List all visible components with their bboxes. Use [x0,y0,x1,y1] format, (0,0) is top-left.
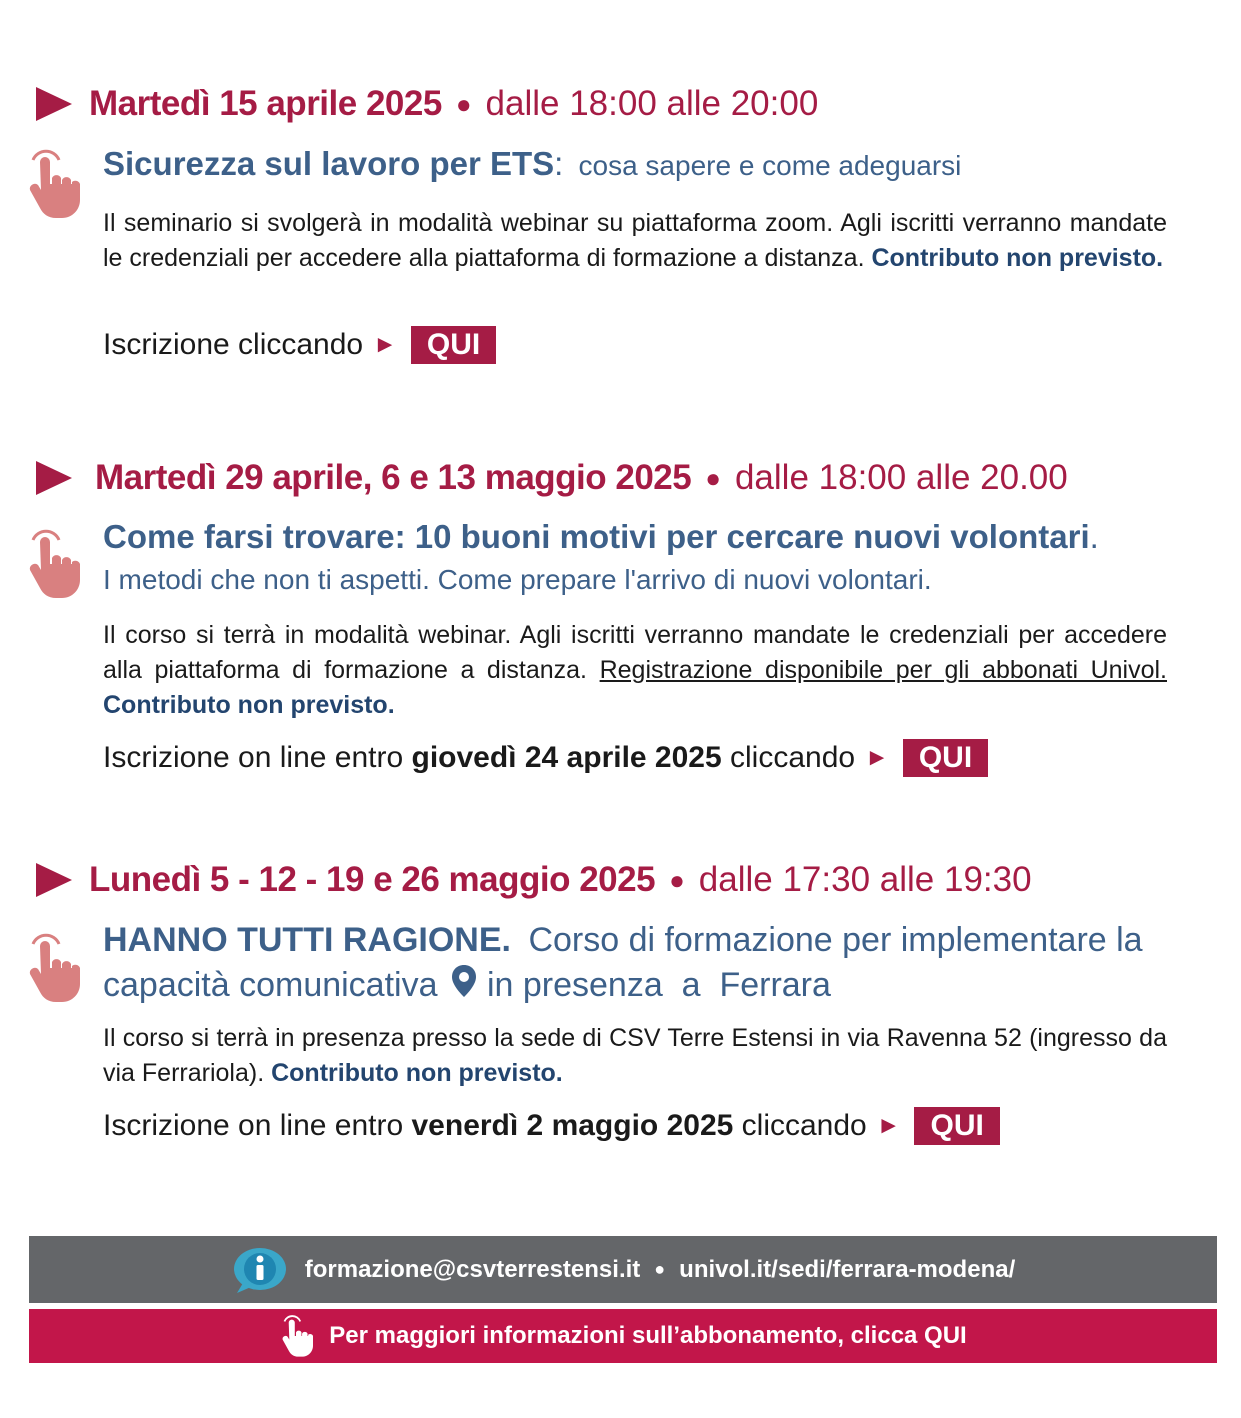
triangle-icon [36,461,72,495]
hand-pointer-icon [24,932,80,1004]
event-2-desc-underline: Registrazione disponibile per gli abbonati Univol. [599,656,1167,684]
hand-pointer-icon [24,148,80,220]
location-pin-icon [451,964,477,998]
arrow-icon: ► [865,744,889,771]
bullet: ● [705,462,721,493]
event-2-signup-post: cliccando [721,741,856,774]
event-1-date-line [36,84,818,124]
event-1-title-colon: : [554,145,564,182]
event-1-title-rest: cosa sapere e come adeguarsi [578,150,962,181]
event-1-signup-text: Iscrizione cliccando [103,328,364,361]
info-icon [231,1245,289,1295]
event-2-description [103,618,1167,723]
subscription-link[interactable]: Per maggiori informazioni sull’abbonamento, clicca QUI [329,1322,967,1349]
bullet: ● [669,864,685,895]
contact-email-link[interactable]: formazione@csvterrestensi.it [304,1255,641,1283]
event-1-signup [103,325,496,365]
event-2-qui-button[interactable]: QUI [903,739,988,777]
subscription-bar[interactable] [29,1309,1217,1363]
event-2-date-line [36,458,1068,498]
event-2-title-end: . [1089,518,1099,555]
event-1-date: Martedì 15 aprile 2025 [89,84,442,123]
event-3-qui-button[interactable]: QUI [914,1107,999,1145]
bullet: ● [455,88,472,119]
event-1-desc-text: Il seminario si svolgerà in modalità webinar su piattaforma zoom. Agli iscritti verranno mandate le credenziali per accedere alla piattaforma di formazione a distanza. [103,209,1167,272]
contact-bar [29,1236,1217,1303]
event-3-signup-pre: Iscrizione on line entro [103,1109,412,1142]
event-2-signup-pre: Iscrizione on line entro [103,741,412,774]
event-3-date: Lunedì 5 - 12 - 19 e 26 maggio 2025 [89,860,656,899]
event-3-desc-text: Il corso si terrà in presenza presso la sede di CSV Terre Estensi in via Ravenna 52 (ingresso da via Ferrariola). [103,1024,1167,1087]
event-3-time: dalle 17:30 alle 19:30 [698,860,1032,899]
event-3-description [103,1021,1167,1091]
event-1-desc-bold: Contributo non previsto. [871,244,1164,272]
event-3-desc-bold: Contributo non previsto. [271,1059,563,1087]
bullet: ● [654,1259,666,1279]
event-2-signup [103,738,988,778]
event-1-time: dalle 18:00 alle 20:00 [485,84,819,123]
event-1-description [103,206,1167,276]
event-2-title-bold: Come farsi trovare: 10 buoni motivi per cercare nuovi volontari [103,518,1090,555]
event-2-signup-date: giovedì 24 aprile 2025 [411,741,722,774]
event-1-qui-button[interactable]: QUI [411,326,496,364]
arrow-icon: ► [373,331,397,358]
event-3-title-rest: Corso di formazione per implementare la capacità comunicativa [103,921,1143,1004]
event-3-signup-date: venerdì 2 maggio 2025 [411,1109,734,1142]
event-3-title-bold: HANNO TUTTI RAGIONE. [103,921,511,959]
triangle-icon [36,863,72,897]
event-3-title [103,918,1173,1008]
hand-pointer-icon [24,528,80,600]
event-2-date: Martedì 29 aprile, 6 e 13 maggio 2025 [95,458,692,497]
event-2-desc-text: Il corso si terrà in modalità webinar. Agli iscritti verranno mandate le credenziali per accedere alla piattaforma di formazione a distanza. [103,621,1167,684]
event-3-signup [103,1106,1000,1146]
event-1-title-bold: Sicurezza sul lavoro per ETS [103,145,555,182]
triangle-icon [36,87,72,121]
event-2-time: dalle 18:00 alle 20.00 [734,458,1068,497]
event-2-title [103,517,1183,557]
event-3-location: in presenza a Ferrara [486,966,831,1004]
event-1-title [103,144,1183,186]
arrow-icon: ► [876,1112,901,1139]
event-3-date-line [36,860,1032,900]
event-3-signup-post: cliccando [733,1109,867,1142]
hand-pointer-icon [279,1314,313,1358]
website-link[interactable]: univol.it/sedi/ferrara-modena/ [679,1255,1016,1283]
event-2-desc-bold: Contributo non previsto. [103,691,395,719]
event-2-subtitle: I metodi che non ti aspetti. Come prepare l'arrivo di nuovi volontari. [103,564,932,595]
